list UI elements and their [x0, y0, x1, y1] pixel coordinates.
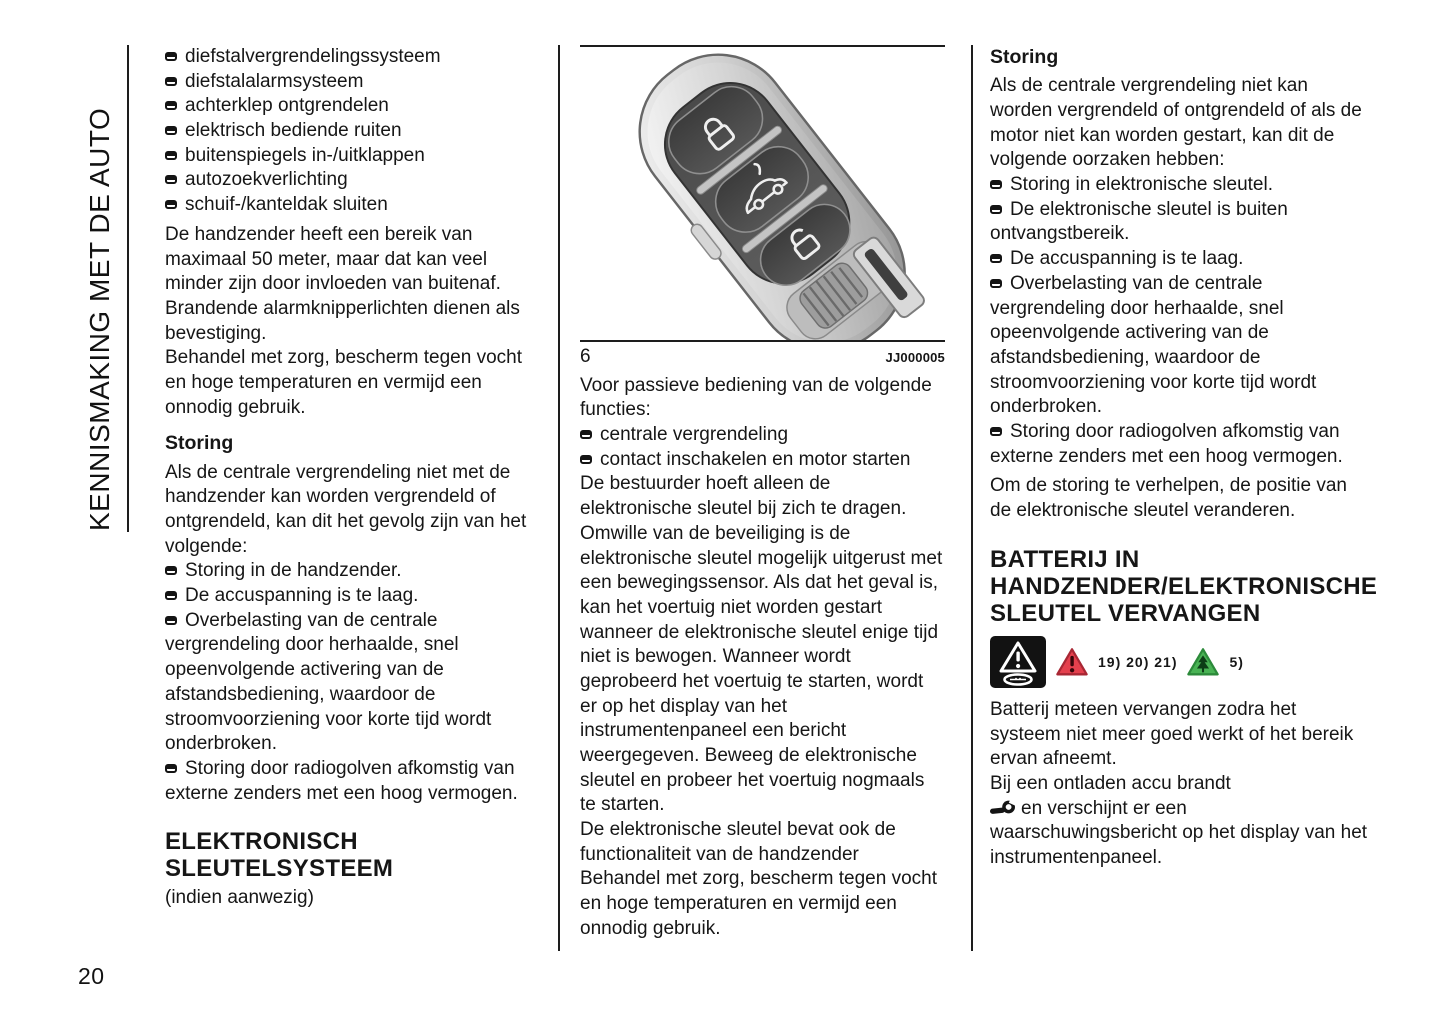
checkbox-bullet-icon: [165, 175, 177, 184]
checkbox-bullet-icon: [165, 764, 177, 773]
key-battery-warning-icon: [990, 636, 1046, 688]
figure-caption: [580, 345, 945, 370]
environment-tree-icon: [1186, 646, 1220, 679]
feature-item: [165, 70, 543, 95]
function-item: [580, 448, 945, 473]
cause-label: De accuspanning is te laag.: [1010, 248, 1244, 270]
key-fob-image: [580, 47, 945, 340]
feature-label: achterklep ontgrendelen: [185, 95, 389, 117]
checkbox-bullet-icon: [165, 151, 177, 160]
checkbox-bullet-icon: [990, 180, 1002, 189]
feature-label: buitenspiegels in-/uitklappen: [185, 144, 425, 166]
feature-label: elektrisch bediende ruiten: [185, 120, 402, 142]
feature-item: [165, 193, 543, 218]
column-left: [165, 45, 543, 910]
chapter-title-rule: [127, 45, 129, 532]
feature-item: [165, 168, 543, 193]
feature-item: [165, 144, 543, 169]
checkbox-bullet-icon: [165, 566, 177, 575]
cause-label: Overbelasting van de centrale vergrendeling door herhaalde, snel opeenvolgende activering van de afstandsbediening, waardoor de stroomvoorziening voor korte tijd wordt onderbroken.: [165, 609, 492, 755]
storing-cause-item: [990, 198, 1368, 247]
checkbox-bullet-icon: [165, 52, 177, 61]
wrench-warning-icon: [990, 800, 1016, 816]
figure-bottom-rule: [580, 340, 945, 342]
battery-replace-paragraph: Batterij meteen vervangen zodra het systeem niet meer goed werkt of het bereik ervan afneemt.: [990, 699, 1354, 770]
cause-label: Storing door radiogolven afkomstig van externe zenders met een hoog vermogen.: [165, 757, 518, 804]
discharged-text-part2: en verschijnt er een waarschuwingsbericht op het display van het instrumentenpaneel.: [990, 797, 1368, 869]
storing-intro-paragraph: Als de centrale vergrendeling niet kan worden vergrendeld of ontgrendeld of als de motor niet kan worden gestart, kan dit de volgende oorzaken hebben:: [990, 75, 1362, 171]
storing-cause-item: [990, 420, 1368, 469]
storing-cause-item: [165, 757, 543, 806]
cause-label: Storing in de handzender.: [185, 560, 402, 582]
feature-label: autozoekverlichting: [185, 169, 348, 191]
checkbox-bullet-icon: [165, 126, 177, 135]
column-middle: [580, 45, 945, 942]
reference-notes-warning: 19) 20) 21): [1098, 653, 1178, 670]
care-paragraph: Behandel met zorg, bescherm tegen vocht en hoge temperaturen en vermijd een onnodig gebruik.: [580, 868, 937, 939]
discharged-battery-paragraph: [990, 772, 1368, 871]
function-label: centrale vergrendeling: [600, 424, 789, 446]
checkbox-bullet-icon: [990, 279, 1002, 288]
function-item: [580, 423, 945, 448]
cause-label: De elektronische sleutel is buiten ontvangstbereik.: [990, 198, 1288, 245]
cause-label: Overbelasting van de centrale vergrendeling door herhaalde, snel opeenvolgende activering van de afstandsbediening, waardoor de stroomvoorziening voor korte tijd wordt onderbroken.: [990, 272, 1317, 418]
discharged-text-part1: Bij een ontladen accu brandt: [990, 773, 1231, 795]
storing-fix-paragraph: Om de storing te verhelpen, de positie van de elektronische sleutel veranderen.: [990, 475, 1347, 522]
storing-cause-item: [165, 584, 543, 609]
warning-triangle-icon: [1055, 646, 1089, 679]
figure-code: JJ000005: [885, 350, 945, 365]
checkbox-bullet-icon: [580, 455, 592, 464]
section-subtitle: (indien aanwezig): [165, 886, 314, 908]
checkbox-bullet-icon: [165, 101, 177, 110]
column-right: [990, 45, 1378, 871]
checkbox-bullet-icon: [165, 616, 177, 625]
storing-cause-item: [165, 609, 543, 757]
storing-cause-item: [990, 247, 1368, 272]
reference-note-eco: 5): [1229, 653, 1244, 670]
transmitter-range-paragraph: De handzender heeft een bereik van maximaal 50 meter, maar dat kan veel minder zijn door invloeden van buitenaf. Brandende alarmknipperlichten dienen als bevestiging.: [165, 223, 520, 344]
storing-cause-item: [990, 272, 1368, 420]
checkbox-bullet-icon: [990, 254, 1002, 263]
function-label: contact inschakelen en motor starten: [600, 448, 911, 470]
feature-label: diefstalalarmsysteem: [185, 70, 364, 92]
checkbox-bullet-icon: [580, 430, 592, 439]
figure-number: 6: [580, 346, 591, 367]
feature-label: diefstalvergrendelingssysteem: [185, 46, 441, 67]
storing-cause-item: [165, 559, 543, 584]
checkbox-bullet-icon: [165, 591, 177, 600]
checkbox-bullet-icon: [990, 427, 1002, 436]
cause-label: De accuspanning is te laag.: [185, 585, 419, 607]
key-fob-illustration: [583, 47, 943, 340]
storing-cause-item: [990, 173, 1368, 198]
checkbox-bullet-icon: [165, 200, 177, 209]
feature-label: schuif-/kanteldak sluiten: [185, 194, 388, 216]
contains-paragraph: De elektronische sleutel bevat ook de functionaliteit van de handzender: [580, 819, 896, 865]
column-divider-1: [558, 45, 560, 951]
cause-label: Storing in elektronische sleutel.: [1010, 174, 1273, 196]
checkbox-bullet-icon: [165, 77, 177, 86]
section-heading-batterij-vervangen: BATTERIJ IN HANDZENDER/ELEKTRONISCHE SLEUTEL VERVANGEN: [990, 545, 1378, 627]
passive-intro-paragraph: Voor passieve bediening van de volgende functies:: [580, 374, 932, 421]
chapter-vertical-title: KENNISMAKING MET DE AUTO: [84, 107, 115, 531]
feature-item: [165, 45, 543, 70]
key-fob-figure: [580, 45, 945, 370]
warning-icon-row: [990, 636, 1368, 688]
storing-heading: Storing: [165, 432, 234, 455]
feature-item: [165, 119, 543, 144]
storing-intro-paragraph: Als de centrale vergrendeling niet met de handzender kan worden vergrendeld of ontgrendeld, kan dit het gevolg zijn van het volgende:: [165, 461, 527, 557]
column-divider-2: [971, 45, 973, 951]
storing-heading: Storing: [990, 46, 1059, 68]
carry-paragraph: De bestuurder hoeft alleen de elektronische sleutel bij zich te dragen.: [580, 473, 907, 520]
checkbox-bullet-icon: [990, 205, 1002, 214]
care-paragraph: Behandel met zorg, bescherm tegen vocht en hoge temperaturen en vermijd een onnodig gebruik.: [165, 347, 522, 418]
cause-label: Storing door radiogolven afkomstig van externe zenders met een hoog vermogen.: [990, 420, 1343, 467]
page-number: 20: [78, 963, 105, 989]
section-heading-elektronisch-sleutelsysteem: ELEKTRONISCH SLEUTELSYSTEEM: [165, 828, 394, 883]
feature-item: [165, 94, 543, 119]
motion-sensor-paragraph: Omwille van de beveiliging is de elektronische sleutel mogelijk uitgerust met een bewegingssensor. Als dat het geval is, kan het voertuig niet worden gestart wanneer de elektronische sleutel enige tijd niet is bewogen. Wanneer wordt geprobeerd het voertuig te starten, wordt er op het display van het instrumentenpaneel een bericht weergegeven. Beweeg de elektronische sleutel en probeer het voertuig nogmaals te starten.: [580, 522, 943, 816]
